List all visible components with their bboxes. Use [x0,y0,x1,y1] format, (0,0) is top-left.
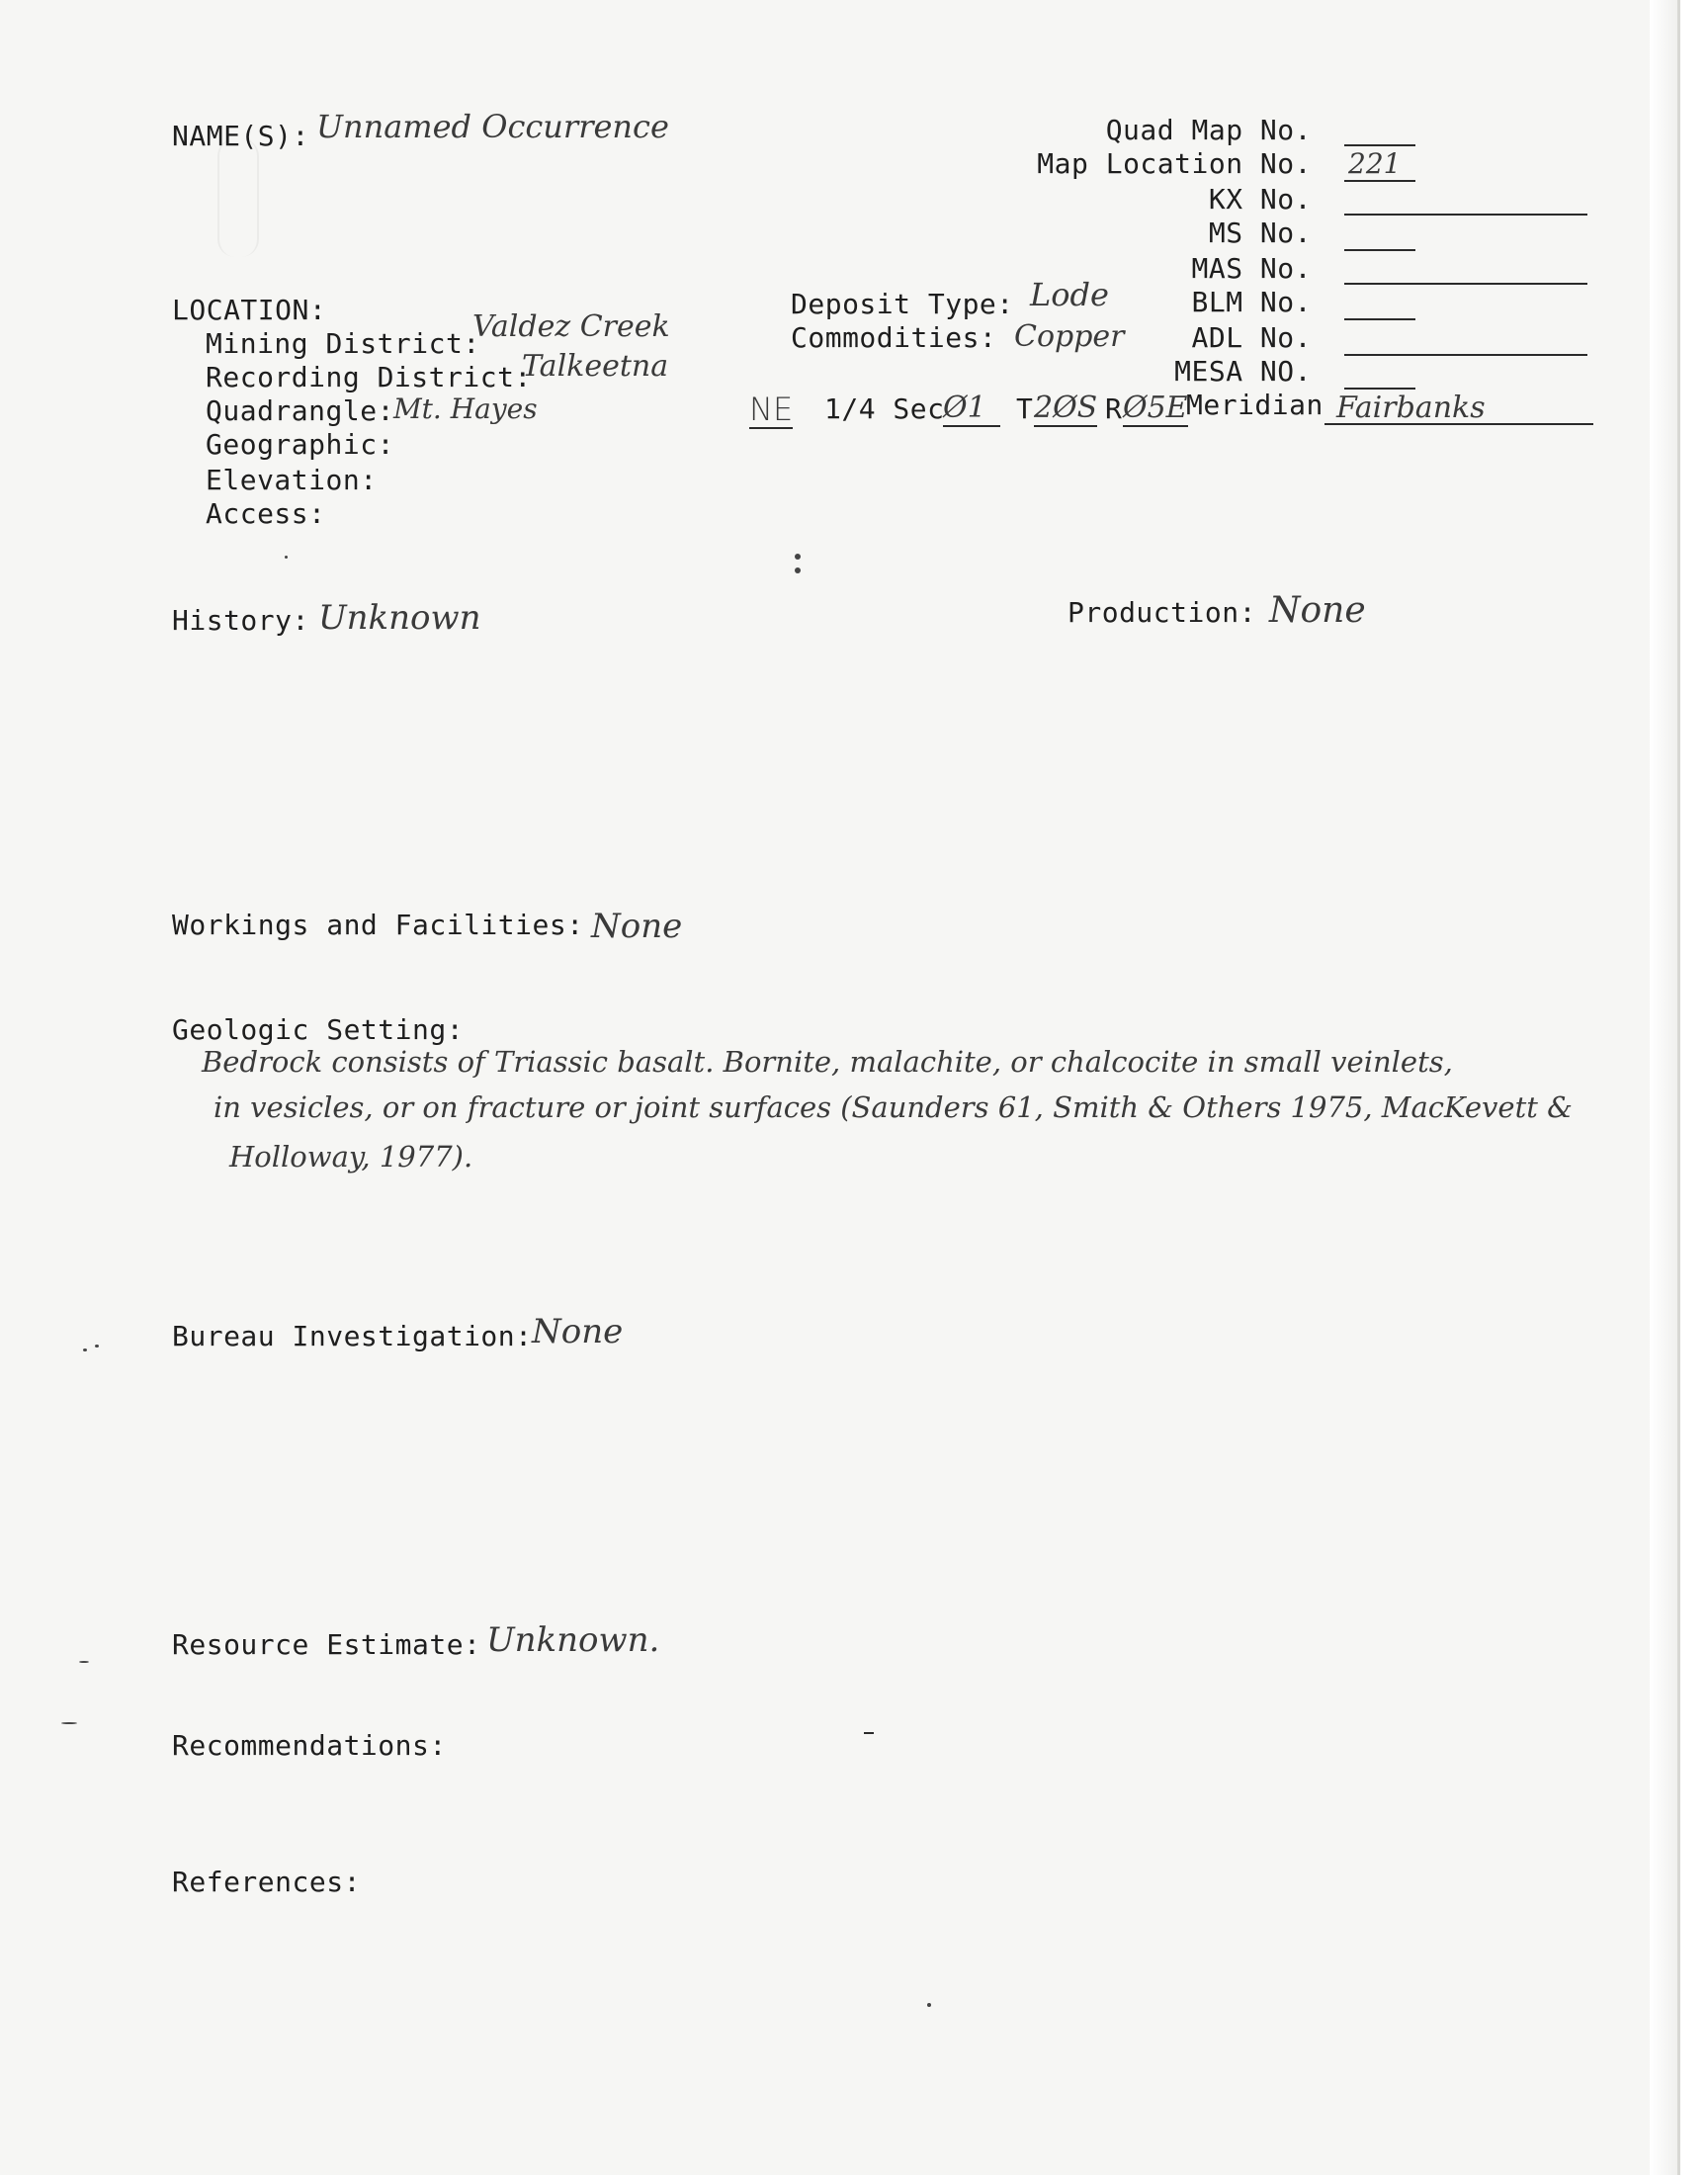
map-location-value: 221 [1348,147,1402,180]
ms-line [1344,249,1415,251]
mas-label: MAS No. [1191,252,1312,285]
blm-line [1344,318,1415,320]
speck [95,1345,99,1348]
mas-line [1344,283,1587,285]
elevation-label: Elevation: [206,464,378,496]
bureau-investigation-label: Bureau Investigation: [172,1320,533,1352]
production-label: Production: [1068,596,1256,629]
stray-mark [864,1732,874,1734]
commodities-label: Commodities: [791,321,997,354]
kx-label: KX No. [1208,183,1312,216]
range-value: Ø5E [1123,391,1188,425]
speck [795,567,801,573]
range-label: R [1105,392,1123,425]
speck [285,556,288,559]
speck [927,2003,931,2007]
township-value: 2ØS [1034,391,1098,425]
hole-punch-mark [217,138,259,257]
adl-line [1344,354,1587,356]
quadrangle-label: Quadrangle: [206,394,394,427]
recommendations-label: Recommendations: [172,1729,447,1762]
map-location-line [1344,180,1415,182]
bureau-investigation-value: None [532,1312,624,1351]
history-label: History: [172,604,309,637]
name-label: NAME(S): [172,120,309,152]
workings-label: Workings and Facilities: [172,909,584,941]
speck [79,1661,89,1663]
geologic-setting-label: Geologic Setting: [172,1013,465,1046]
deposit-type-label: Deposit Type: [791,288,1014,320]
kx-line [1344,214,1587,216]
quadrangle-value: Mt. Hayes [393,392,538,425]
geologic-line-2: in vesicles, or on fracture or joint surfaces (Saunders 61, Smith & Others 1975, MacKevett & [214,1090,1573,1124]
deposit-type-value: Lode [1030,276,1109,313]
resource-estimate-value: Unknown. [486,1620,660,1660]
adl-label: ADL No. [1191,321,1312,354]
workings-value: None [591,907,683,946]
quad-map-line [1344,144,1415,146]
commodities-value: Copper [1014,319,1125,354]
mining-district-label: Mining District: [206,327,480,360]
production-value: None [1269,590,1366,631]
history-value: Unknown [318,598,481,638]
quarter-value: NE [749,391,794,428]
references-label: References: [172,1866,361,1898]
map-location-label: Map Location No. [1037,147,1312,180]
speck [795,554,801,560]
recording-district-label: Recording District: [206,361,532,393]
recording-district-value: Talkeetna [522,349,669,384]
speck [61,1722,77,1724]
page-edge [1650,0,1677,2175]
meridian-label: Meridian [1186,389,1324,421]
blm-label: BLM No. [1191,286,1312,318]
quad-map-label: Quad Map No. [1105,114,1312,146]
section-value: Ø1 [943,393,1000,427]
resource-estimate-label: Resource Estimate: [172,1628,481,1661]
quarter-label: 1/4 Sec [824,392,945,425]
ms-label: MS No. [1208,217,1312,249]
name-value: Unnamed Occurrence [316,108,669,145]
geologic-line-1: Bedrock consists of Triassic basalt. Bornite, malachite, or chalcocite in small veinlets, [202,1045,1453,1079]
mesa-label: MESA NO. [1174,355,1312,388]
speck [83,1348,87,1351]
geologic-line-3: Holloway, 1977). [229,1140,473,1174]
mesa-line [1344,388,1415,390]
location-heading: LOCATION: [172,294,327,326]
mining-district-value: Valdez Creek [472,309,670,344]
township-label: T [1016,392,1034,425]
meridian-value: Fairbanks [1336,391,1486,425]
geographic-label: Geographic: [206,428,394,461]
access-label: Access: [206,497,326,530]
